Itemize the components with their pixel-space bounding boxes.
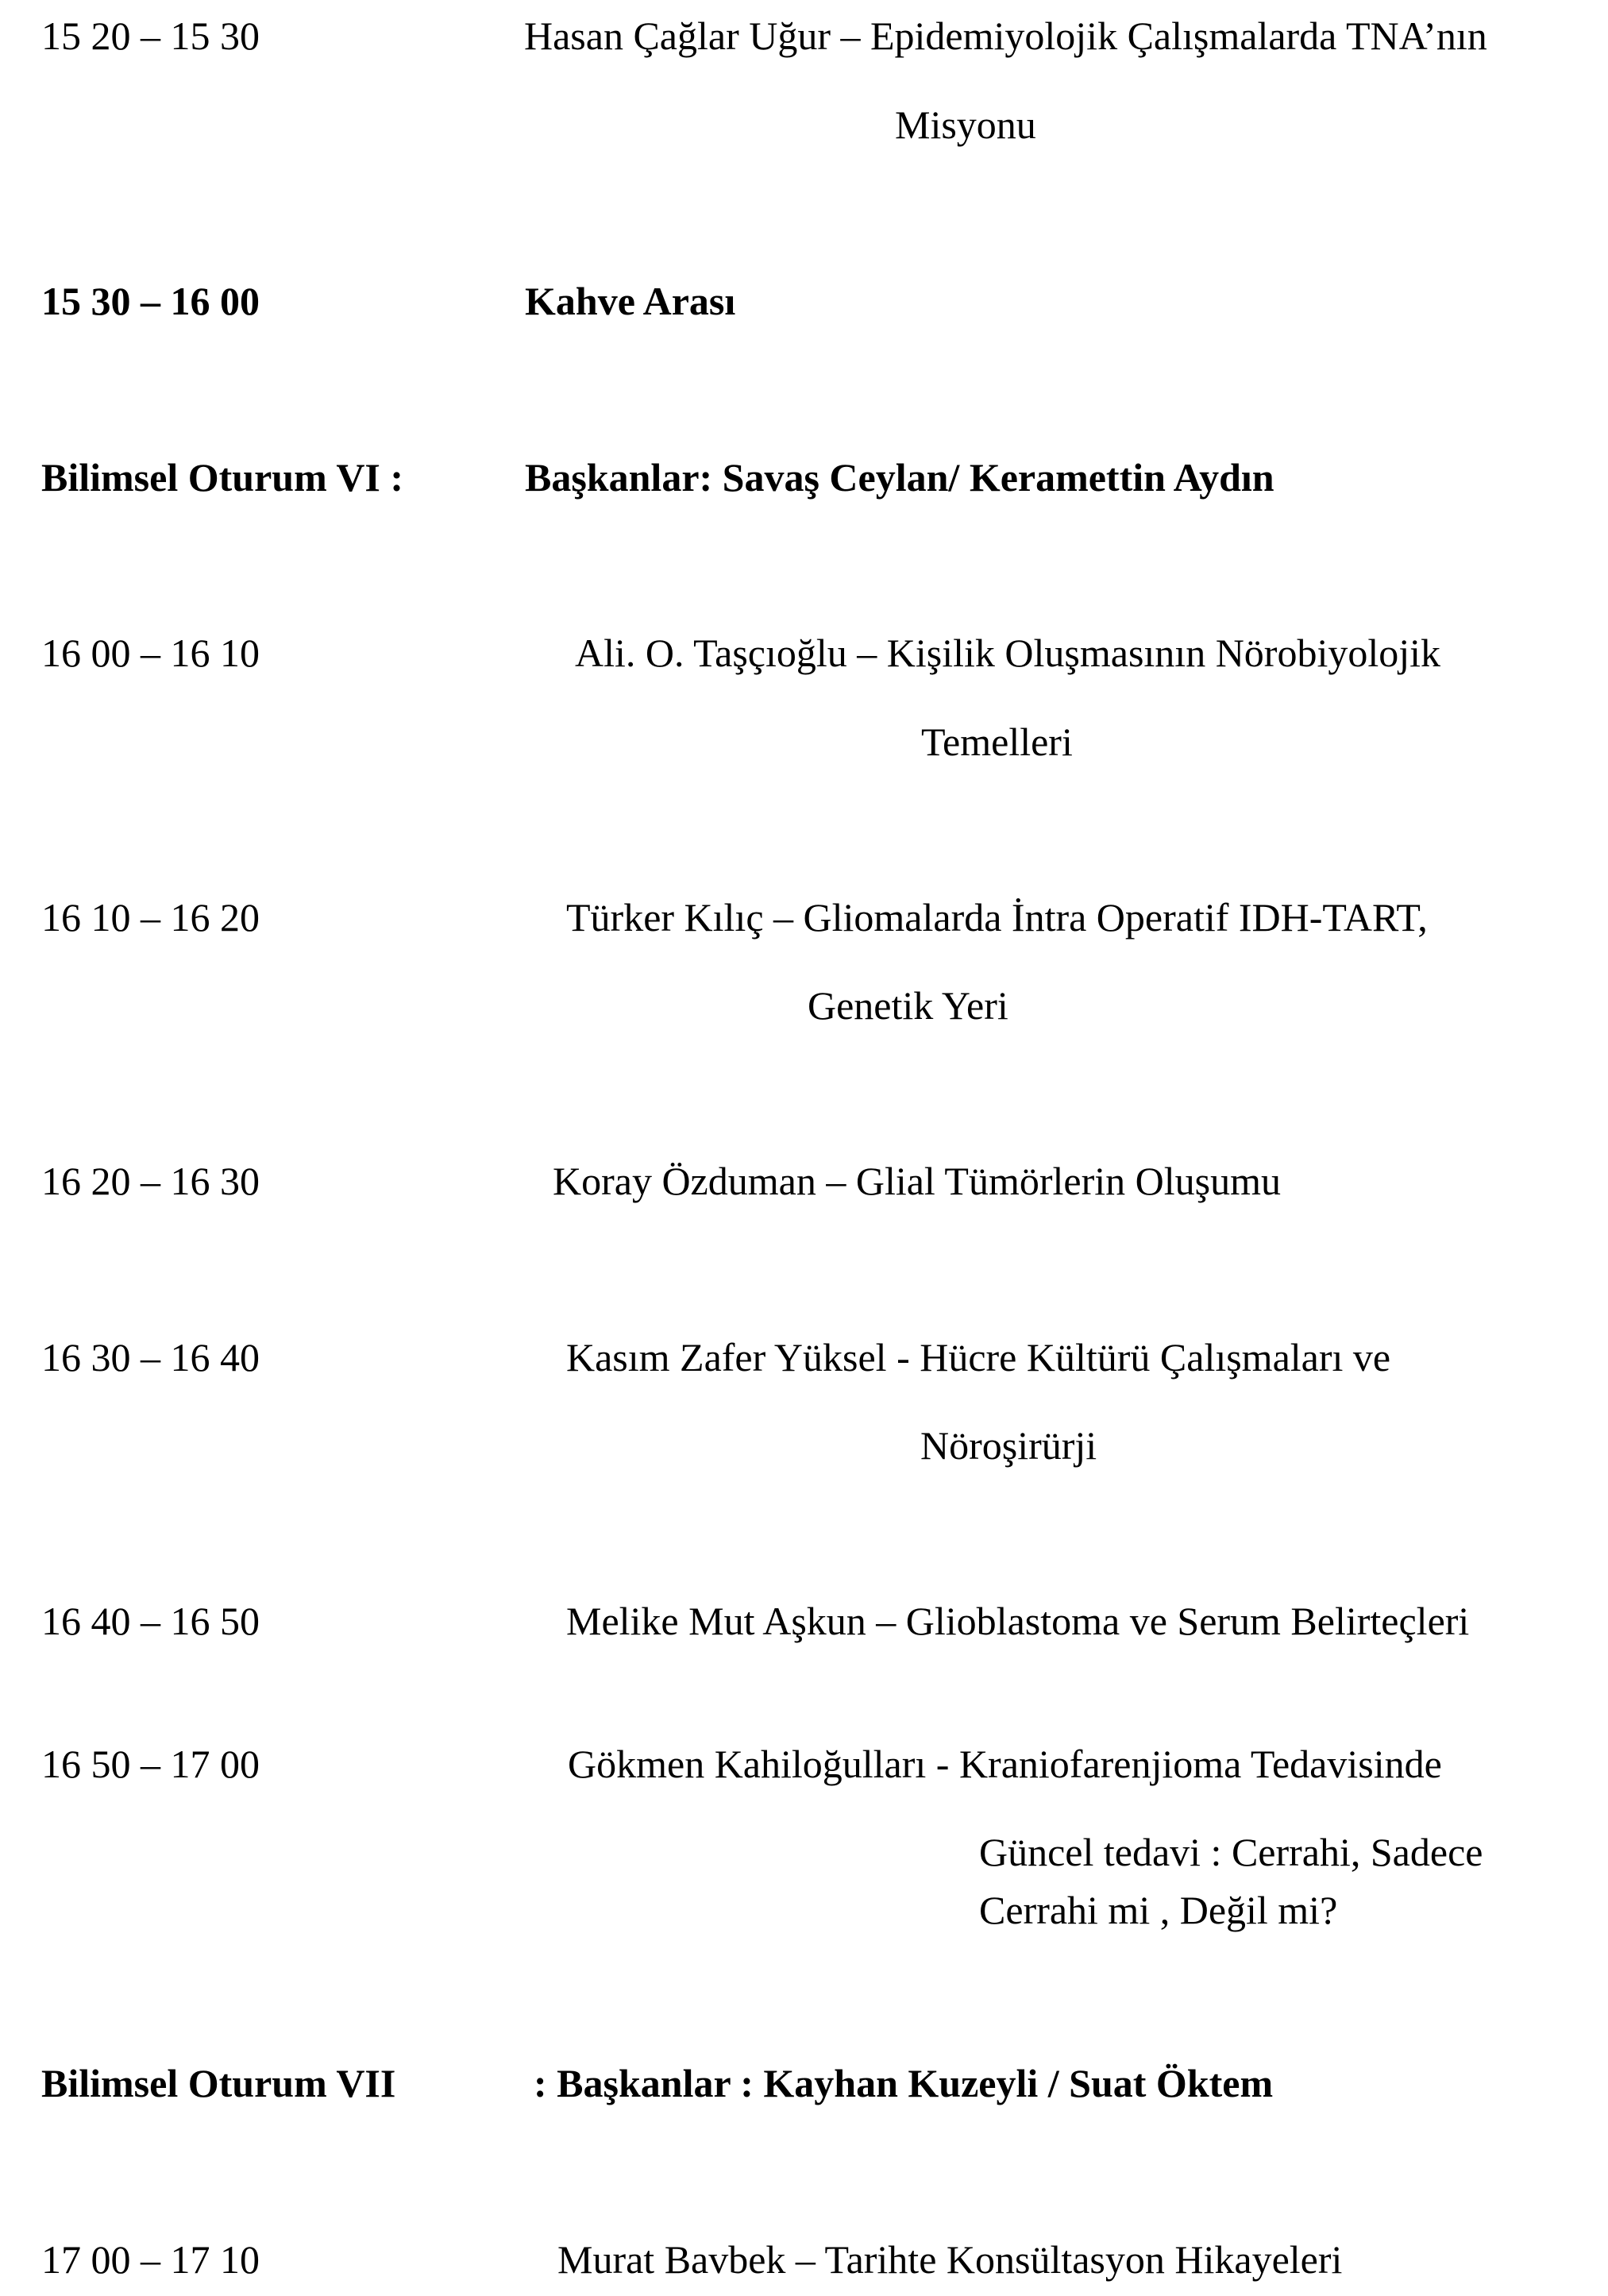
talk-title-continued: Misyonu (895, 102, 1036, 147)
time-label: 15 20 – 15 30 (41, 14, 260, 58)
time-label: 16 40 – 16 50 (41, 1599, 260, 1643)
time-label: 16 20 – 16 30 (41, 1159, 260, 1203)
session-chairs: : Başkanlar : Kayhan Kuzeyli / Suat Öktem (534, 2061, 1274, 2105)
talk-title-continued: Cerrahi mi , Değil mi? (979, 1888, 1338, 1932)
session-chairs: Başkanlar: Savaş Ceylan/ Keramettin Aydın (525, 455, 1274, 500)
talk-title: Ali. O. Taşçıoğlu – Kişilik Oluşmasının Nörobiyolojik (575, 631, 1441, 675)
time-label: 16 50 – 17 00 (41, 1742, 260, 1786)
talk-title: Kasım Zafer Yüksel - Hücre Kültürü Çalışmaları ve (566, 1335, 1391, 1380)
talk-title: Türker Kılıç – Gliomalarda İntra Operatif IDH-TART, (566, 895, 1428, 940)
time-label: 16 00 – 16 10 (41, 631, 260, 675)
talk-title: Melike Mut Aşkun – Glioblastoma ve Serum Belirteçleri (566, 1599, 1470, 1643)
talk-title: Murat Bavbek – Tarihte Konsültasyon Hikayeleri (557, 2237, 1343, 2282)
time-label: 15 30 – 16 00 (41, 279, 260, 323)
talk-title-continued: Güncel tedavi : Cerrahi, Sadece (979, 1830, 1483, 1874)
talk-title: Koray Özduman – Glial Tümörlerin Oluşumu (553, 1159, 1281, 1203)
break-label: Kahve Arası (525, 279, 736, 323)
time-label: 16 10 – 16 20 (41, 895, 260, 940)
time-label: 17 00 – 17 10 (41, 2237, 260, 2282)
talk-title-continued: Temelleri (921, 720, 1073, 764)
talk-title: Hasan Çağlar Uğur – Epidemiyolojik Çalışmalarda TNA’nın (524, 14, 1487, 58)
talk-title-continued: Genetik Yeri (808, 983, 1008, 1028)
time-label: 16 30 – 16 40 (41, 1335, 260, 1380)
session-title: Bilimsel Oturum VII (41, 2061, 396, 2105)
talk-title: Gökmen Kahiloğulları - Kraniofarenjioma Tedavisinde (568, 1742, 1442, 1786)
talk-title-continued: Nöroşirürji (920, 1423, 1097, 1468)
session-title: Bilimsel Oturum VI : (41, 455, 404, 500)
